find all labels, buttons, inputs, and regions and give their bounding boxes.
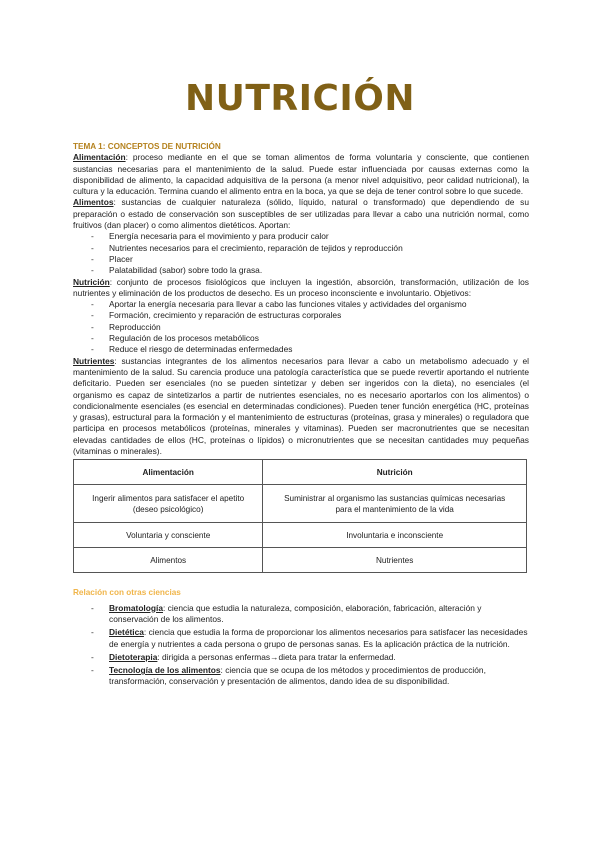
term-nutrientes: Nutrientes — [73, 355, 115, 366]
table-cell: Suministrar al organismo las sustancias químicas necesarias para el mantenimiento de la vida — [263, 485, 527, 523]
section-heading-tema1: TEMA 1: CONCEPTOS DE NUTRICIÓN — [73, 142, 221, 151]
paragraph-nutrientes — [73, 356, 529, 458]
term-nutricion: Nutrición — [73, 276, 110, 287]
list-item: - Formación, crecimiento y reparación de estructuras corporales — [109, 310, 529, 321]
definition-dietoterapia: : dirigida a personas enfermas→dieta para tratar la enfermedad. — [157, 651, 396, 662]
list-item: - Regulación de los procesos metabólicos — [109, 333, 529, 344]
term-dietetica: Dietética — [109, 627, 144, 638]
table-row — [74, 548, 527, 573]
list-item: - Energía necesaria para el movimiento y para producir calor — [109, 231, 529, 242]
list-item: - Aportar la energía necesaria para llevar a cabo las funciones vitales y actividades del organismo — [109, 299, 529, 310]
definition-nutricion: : conjunto de procesos fisiológicos que incluyen la ingestión, absorción, transformación, utilización de los nutrientes y eliminación de los productos de desecho. Es un proceso inconsciente e involuntario. Objetivos: — [73, 276, 529, 298]
document-body — [73, 141, 529, 690]
table-cell: Ingerir alimentos para satisfacer el apetito (deseo psicológico) — [74, 485, 263, 523]
definition-tecnologia: : ciencia que se ocupa de los métodos y procedimientos de producción, transformación, conservación y presentación de alimentos, dando idea de su disponibilidad. — [109, 665, 486, 687]
table-header-alimentacion: Alimentación — [74, 460, 263, 485]
list-item: - Placer — [109, 254, 529, 265]
term-alimentacion: Alimentación — [73, 152, 126, 163]
list-objetivos — [73, 299, 529, 355]
table-cell: Voluntaria y consciente — [74, 523, 263, 548]
table-cell: Nutrientes — [263, 548, 527, 573]
section-heading-relacion: Relación con otras ciencias — [73, 588, 181, 598]
list-aportan — [73, 231, 529, 276]
term-tecnologia: Tecnología de los alimentos — [109, 665, 221, 676]
list-item: - Palatabilidad (sabor) sobre todo la grasa. — [109, 265, 529, 276]
paragraph-alimentacion — [73, 152, 529, 197]
list-item — [109, 603, 529, 626]
table-row — [74, 485, 527, 523]
definition-nutrientes: : sustancias integrantes de los alimentos necesarios para llevar a cabo un metabolismo adecuado y el mantenimiento de la salud. Su carencia produce una patología característica que se puede revertir aportando el nutriente deficitario. Pueden ser esenciales (no se pueden sintetizar y deben ser ingeridos con la dieta), no esenciales (el organismo es capaz de sintetizarlos a partir de nutrientes esenciales, no es necesario aportarlos con los alimentos) o condicionalmente esenciales (es esencial en determinadas condiciones). Pueden tener función energética (HC, proteínas y grasas), estructural para la formación y el mantenimiento de estructuras (proteínas, grasa y minerales) o reguladora que participa en procesos metabólicos (proteínas, minerales y vitaminas). Pueden ser macronutrientes que se necesitan elevadas cantidades de ellos (HC, proteínas o lípidos) o micronutrientes que se necesitan cantidades muy pequeñas (vitaminas o minerales). — [73, 355, 529, 457]
table-row — [74, 523, 527, 548]
term-alimentos: Alimentos — [73, 197, 114, 208]
list-item: - Reduce el riesgo de determinadas enfermedades — [109, 344, 529, 355]
list-item: - Reproducción — [109, 322, 529, 333]
list-item — [109, 627, 529, 650]
list-item — [109, 652, 529, 663]
list-item: - Nutrientes necesarios para el crecimiento, reparación de tejidos y reproducción — [109, 243, 529, 254]
definition-alimentacion: : proceso mediante en el que se toman alimentos de forma voluntaria y consciente, que contienen sustancias necesarias para el mantenimiento de la salud. Puede estar influenciada por causas externas como la disponibilidad de alimento, la capacidad adquisitiva de la persona (a menor nivel adquisitivo, peor calidad nutricional), la cultura y la educación. Termina cuando el alimento entra en la boca, ya que se deja de tener control sobre lo que sucede. — [73, 152, 529, 197]
term-dietoterapia: Dietoterapia — [109, 651, 158, 662]
paragraph-alimentos — [73, 197, 529, 231]
table-cell: Involuntaria e inconsciente — [263, 523, 527, 548]
table-cell: Alimentos — [74, 548, 263, 573]
definition-dietetica: : ciencia que estudia la forma de proporcionar los alimentos necesarios para satisfacer las necesidades de energía y nutrientes a cada persona o grupo de personas sanas. Es la aplicación práctica de la nutrición. — [109, 627, 528, 649]
comparison-table — [73, 459, 527, 573]
list-item — [109, 665, 529, 688]
definition-alimentos: : sustancias de cualquier naturaleza (sólido, líquido, natural o transformado) que dependiendo de su preparación o estado de conservación son susceptibles de ser utilizadas para llevar a cabo una nutrición normal, como fruitivos (dan placer) o como alimentos dietéticos. Aportan: — [73, 197, 529, 231]
list-ciencias — [73, 603, 529, 688]
definition-bromatologia: : ciencia que estudia la naturaleza, composición, elaboración, fabricación, alteración y conservación de los alimentos. — [109, 602, 482, 624]
table-header-nutricion: Nutrición — [263, 460, 527, 485]
paragraph-nutricion — [73, 277, 529, 300]
term-bromatologia: Bromatología — [109, 602, 163, 613]
page-title: NUTRICIÓN — [184, 78, 416, 119]
